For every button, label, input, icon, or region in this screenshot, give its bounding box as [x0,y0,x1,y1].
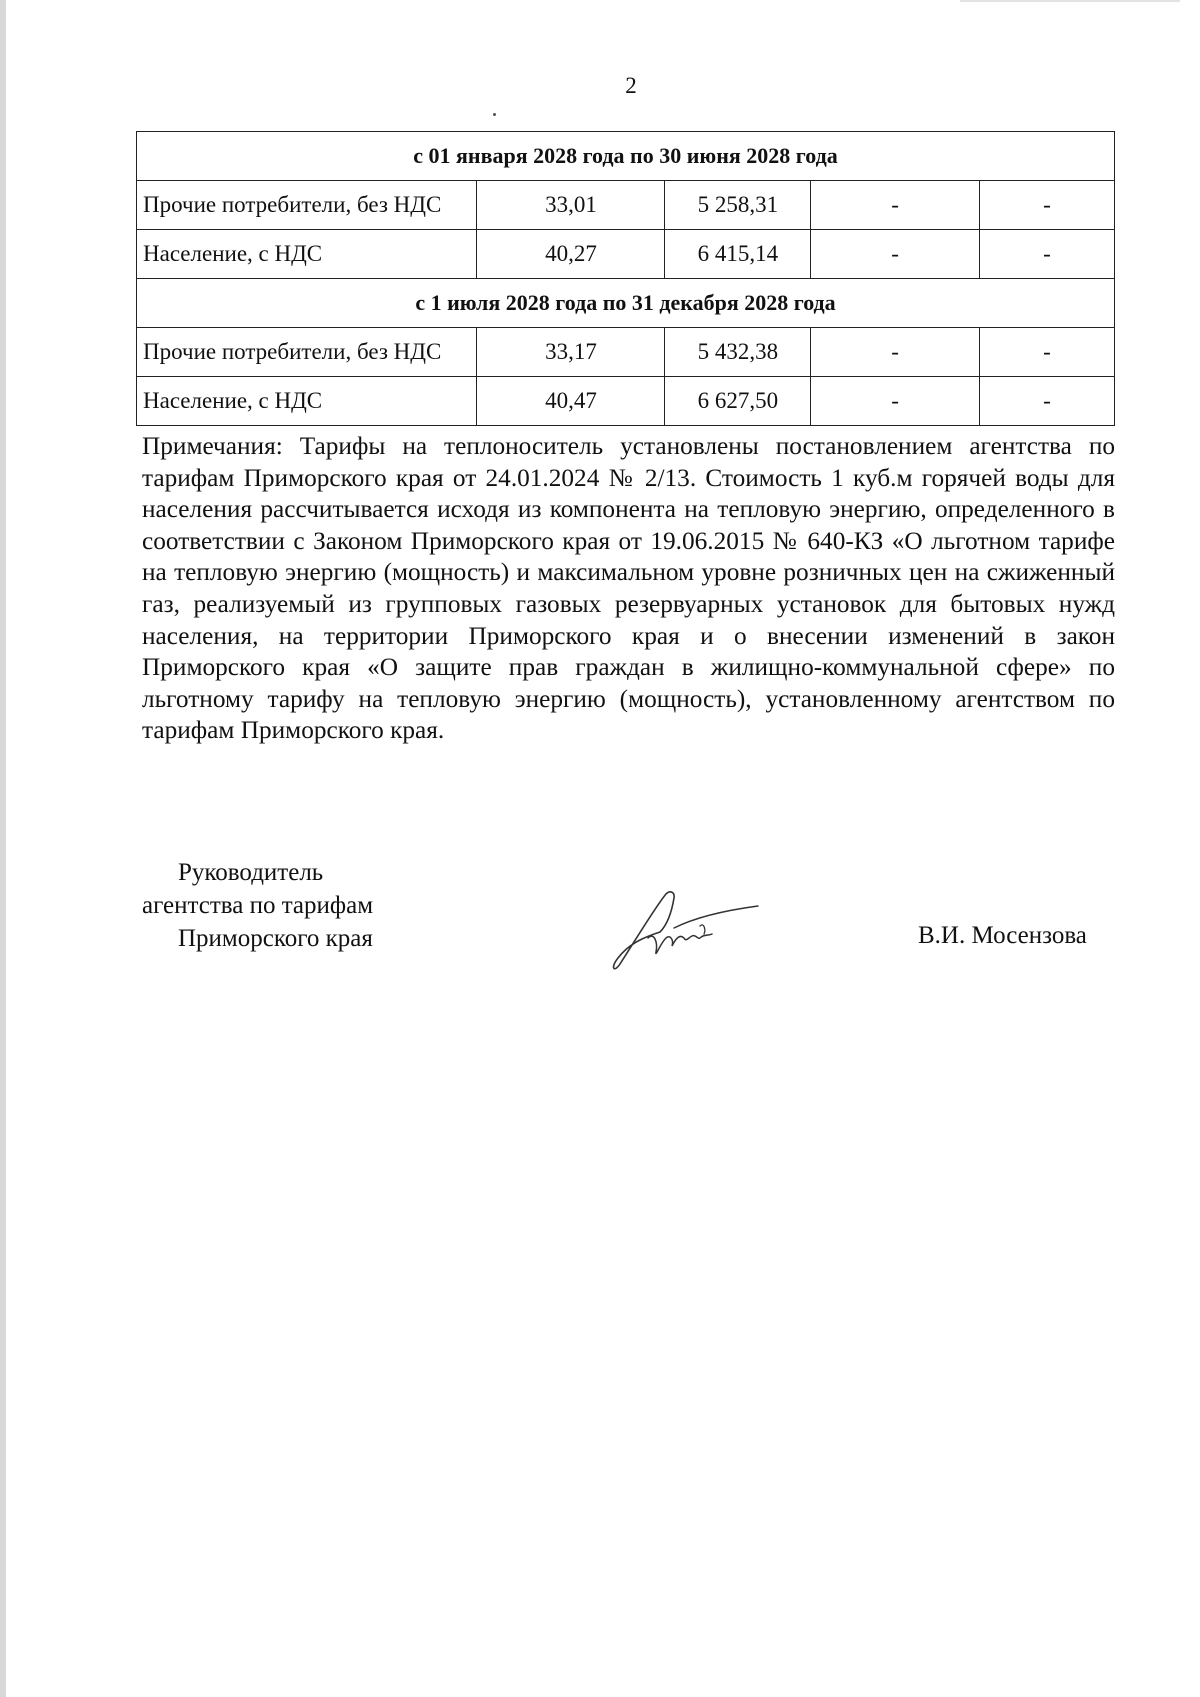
consumer-cell: Население, с НДС [137,230,477,279]
value-cell: - [979,377,1114,426]
position-line: Приморского края [178,925,373,952]
period-title: с 1 июля 2028 года по 31 декабря 2028 года [137,279,1115,328]
position-line: Руководитель [178,859,324,886]
value-cell: 33,17 [477,328,665,377]
consumer-cell: Прочие потребители, без НДС [137,181,477,230]
value-cell: - [811,328,980,377]
scan-edge [960,0,1180,2]
page-number: 2 [625,73,637,98]
handwritten-signature [608,876,768,976]
consumer-cell: Прочие потребители, без НДС [137,328,477,377]
notes-paragraph: Примечания: Тарифы на теплоноситель установлены постановлением агентства по тарифам Приморского края от 24.01.2024 № 2/13. Стоимость 1 куб.м горячей воды для населения рассчитывается исходя из компонента на тепловую энергию, определенного в соответствии с Законом Приморского края от 19.06.2015 № 640-КЗ «О льготном тарифе на тепловую энергию (мощность) и максимальном уровне розничных цен на сжиженный газ, реализуемый из групповых газовых резервуарных установок для бытовых нужд населения, на территории Приморского края и о внесении изменений в закон Приморского края «О защите прав граждан в жилищно-коммунальной сфере» по льготному тарифу на тепловую энергию (мощность), установленному агентством по тарифам Приморского края. [142,432,1115,745]
value-cell: - [811,181,980,230]
period-header-row [137,132,1115,181]
table-row [137,377,1115,426]
value-cell: - [979,328,1114,377]
consumer-cell: Население, с НДС [137,377,477,426]
value-cell: 6 627,50 [665,377,811,426]
value-cell: 5 432,38 [665,328,811,377]
value-cell: 40,27 [477,230,665,279]
table-row [137,181,1115,230]
value-cell: 6 415,14 [665,230,811,279]
position-line: агентства по тарифам [142,892,374,919]
signatory-name: В.И. Мосензова [918,922,1087,949]
value-cell: - [979,181,1114,230]
signatory-position [142,856,442,955]
table-row [137,230,1115,279]
table-row [137,328,1115,377]
tariff-table [136,131,1115,426]
period-title: с 01 января 2028 года по 30 июня 2028 года [137,132,1115,181]
scan-edge [0,0,6,1697]
value-cell: 33,01 [477,181,665,230]
period-header-row [137,279,1115,328]
value-cell: - [811,377,980,426]
scan-speck [493,113,496,116]
value-cell: - [811,230,980,279]
value-cell: 40,47 [477,377,665,426]
value-cell: 5 258,31 [665,181,811,230]
value-cell: - [979,230,1114,279]
